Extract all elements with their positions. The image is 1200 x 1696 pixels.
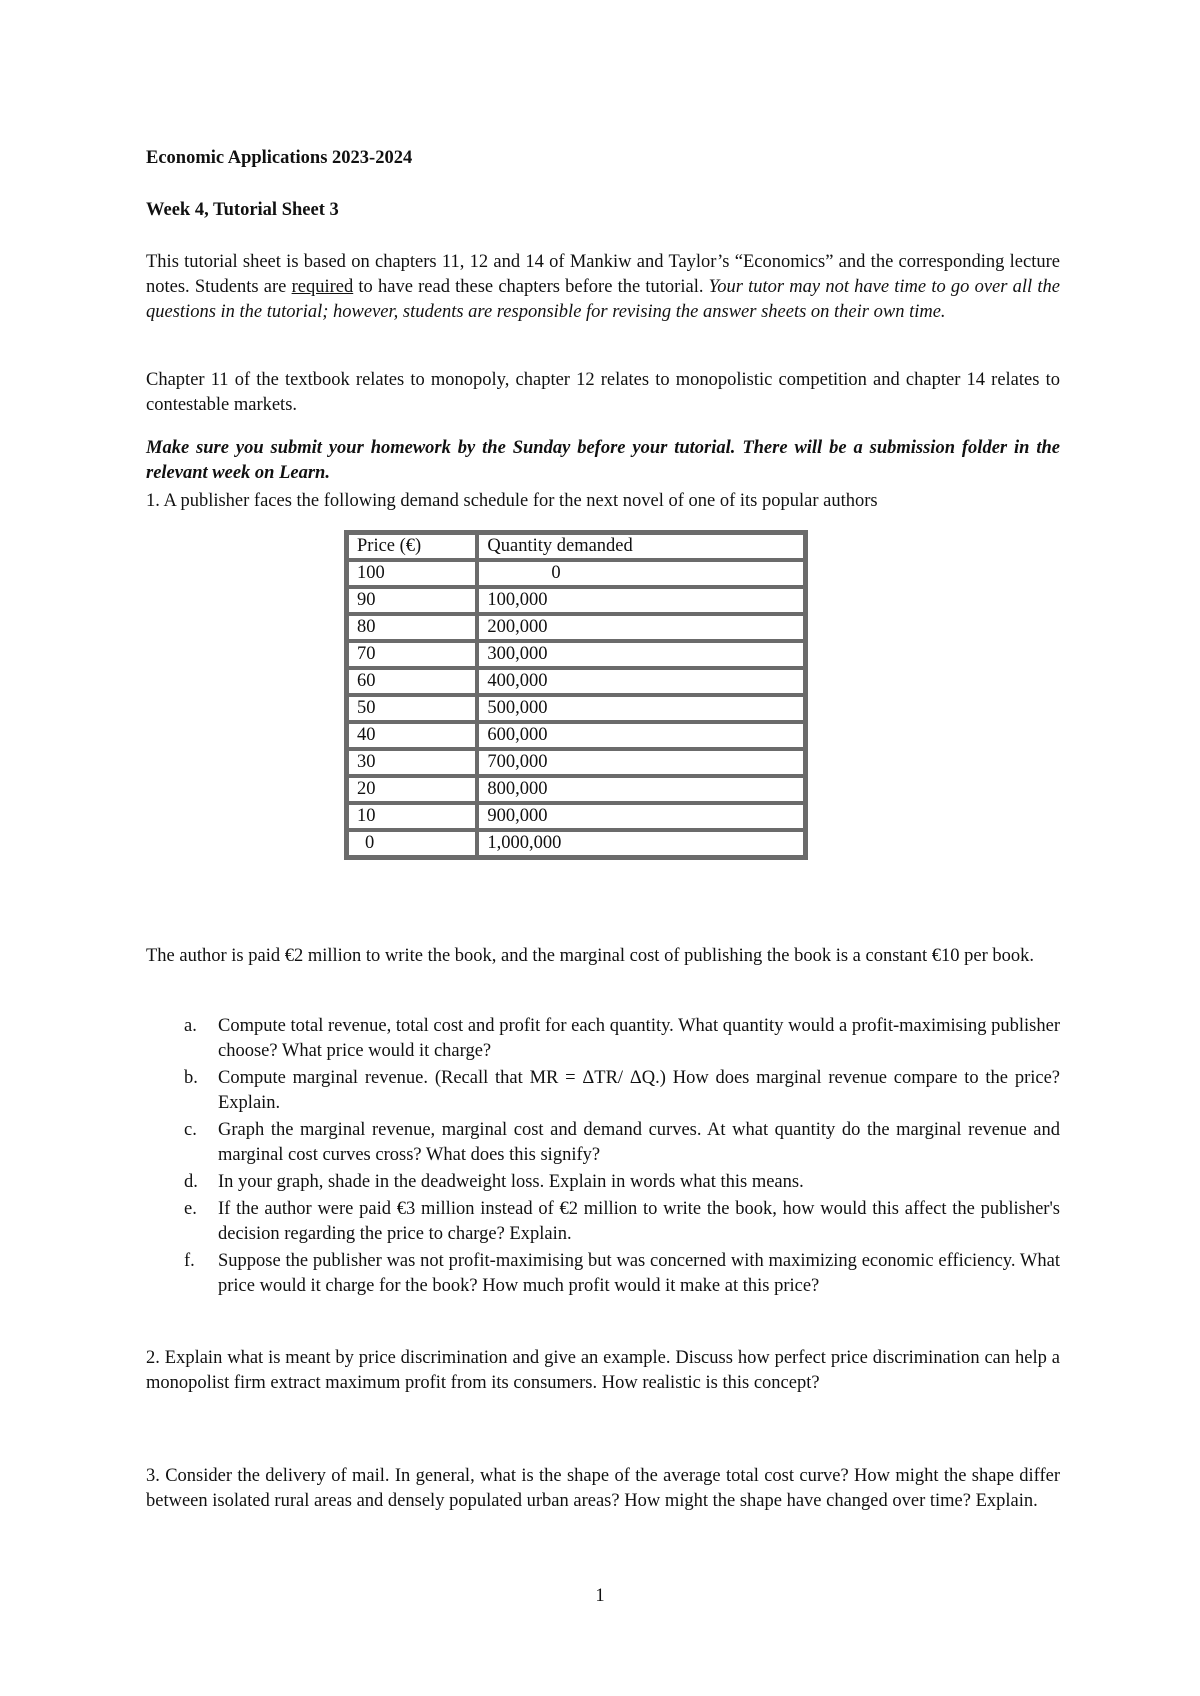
table-row <box>347 668 805 695</box>
intro-paragraph <box>146 250 1060 325</box>
question-3-text: 3. Consider the delivery of mail. In general, what is the shape of the average total cost curve? How might the shape differ between isolated rural areas and densely populated urban areas? How might the shape have changed over time? Explain. <box>146 1466 1060 1511</box>
part-marker: c. <box>184 1120 197 1140</box>
table-row <box>347 560 805 587</box>
table-row <box>347 776 805 803</box>
table-row <box>347 587 805 614</box>
part-text: Graph the marginal revenue, marginal cost and demand curves. At what quantity do the marginal revenue and marginal cost curves cross? What does this signify? <box>218 1120 1060 1165</box>
part-text: If the author were paid €3 million instead of €2 million to write the book, how would this affect the publisher's decision regarding the price to charge? Explain. <box>218 1199 1060 1244</box>
quantity-cell: 0 <box>477 560 805 587</box>
quantity-cell: 900,000 <box>477 803 805 830</box>
table-row <box>347 749 805 776</box>
part-marker: e. <box>184 1199 197 1219</box>
price-cell: 90 <box>347 587 477 614</box>
question-1-text: 1. A publisher faces the following demand schedule for the next novel of one of its popular authors <box>146 491 878 511</box>
quantity-cell: 400,000 <box>477 668 805 695</box>
part-text: In your graph, shade in the deadweight loss. Explain in words what this means. <box>218 1172 804 1192</box>
table-row <box>347 803 805 830</box>
price-cell: 0 <box>347 830 477 857</box>
quantity-cell: 500,000 <box>477 695 805 722</box>
demand-schedule-table <box>344 530 808 860</box>
quantity-cell: 100,000 <box>477 587 805 614</box>
part-text: Compute total revenue, total cost and profit for each quantity. What quantity would a profit-maximising publisher choose? What price would it charge? <box>218 1016 1060 1061</box>
question-part-a <box>146 1014 1060 1064</box>
table-row <box>347 695 805 722</box>
part-marker: f. <box>184 1251 195 1271</box>
intro-text-2: to have read these chapters before the tutorial. <box>353 277 709 297</box>
part-marker: d. <box>184 1172 198 1192</box>
header-quantity: Quantity demanded <box>477 533 805 560</box>
price-cell: 60 <box>347 668 477 695</box>
quantity-cell: 600,000 <box>477 722 805 749</box>
part-text: Compute marginal revenue. (Recall that MR = ΔTR/ ΔQ.) How does marginal revenue compare to the price? Explain. <box>218 1068 1060 1113</box>
part-marker: a. <box>184 1016 197 1036</box>
part-marker: b. <box>184 1068 198 1088</box>
submission-note: Make sure you submit your homework by the Sunday before your tutorial. There will be a submission folder in the relevant week on Learn. <box>146 438 1060 483</box>
table-row <box>347 614 805 641</box>
quantity-cell: 1,000,000 <box>477 830 805 857</box>
document-title: Economic Applications 2023-2024 <box>146 148 413 168</box>
quantity-cell: 200,000 <box>477 614 805 641</box>
price-cell: 20 <box>347 776 477 803</box>
table-row <box>347 641 805 668</box>
question-part-b <box>146 1066 1060 1116</box>
price-cell: 10 <box>347 803 477 830</box>
quantity-cell: 700,000 <box>477 749 805 776</box>
quantity-cell: 300,000 <box>477 641 805 668</box>
quantity-cell: 800,000 <box>477 776 805 803</box>
table-header-row <box>347 533 805 560</box>
intro-underlined-word: required <box>291 277 354 297</box>
cost-paragraph: The author is paid €2 million to write the book, and the marginal cost of publishing the book is a constant €10 per book. <box>146 946 1035 966</box>
chapters-paragraph: Chapter 11 of the textbook relates to monopoly, chapter 12 relates to monopolistic competition and chapter 14 relates to contestable markets. <box>146 370 1060 415</box>
part-text: Suppose the publisher was not profit-maximising but was concerned with maximizing economic efficiency. What price would it charge for the book? How much profit would it make at this price? <box>218 1251 1060 1296</box>
price-cell: 80 <box>347 614 477 641</box>
question-1-parts <box>146 1014 1060 1299</box>
question-part-f <box>146 1249 1060 1299</box>
table-row <box>347 722 805 749</box>
intro-italic-note: Your tutor may not have time to go over all the questions in the tutorial; however, students are responsible for revising the answer sheets on their own time. <box>146 277 1060 322</box>
price-cell: 30 <box>347 749 477 776</box>
question-2-text: 2. Explain what is meant by price discrimination and give an example. Discuss how perfect price discrimination can help a monopolist firm extract maximum profit from its consumers. How realistic is this concept? <box>146 1348 1060 1393</box>
question-part-d <box>146 1170 1060 1195</box>
question-part-e <box>146 1197 1060 1247</box>
page-content <box>146 146 1060 1511</box>
page-number: 1 <box>595 1586 605 1606</box>
price-cell: 40 <box>347 722 477 749</box>
price-cell: 50 <box>347 695 477 722</box>
document-subtitle: Week 4, Tutorial Sheet 3 <box>146 200 339 220</box>
header-price: Price (€) <box>347 533 477 560</box>
question-part-c <box>146 1118 1060 1168</box>
price-cell: 100 <box>347 560 477 587</box>
intro-text-1: This tutorial sheet is based on chapters 11, 12 and 14 of Mankiw and Taylor’s “Economics” and the corresponding lecture notes. Students are <box>146 252 1060 297</box>
table-row <box>347 830 805 857</box>
price-cell: 70 <box>347 641 477 668</box>
